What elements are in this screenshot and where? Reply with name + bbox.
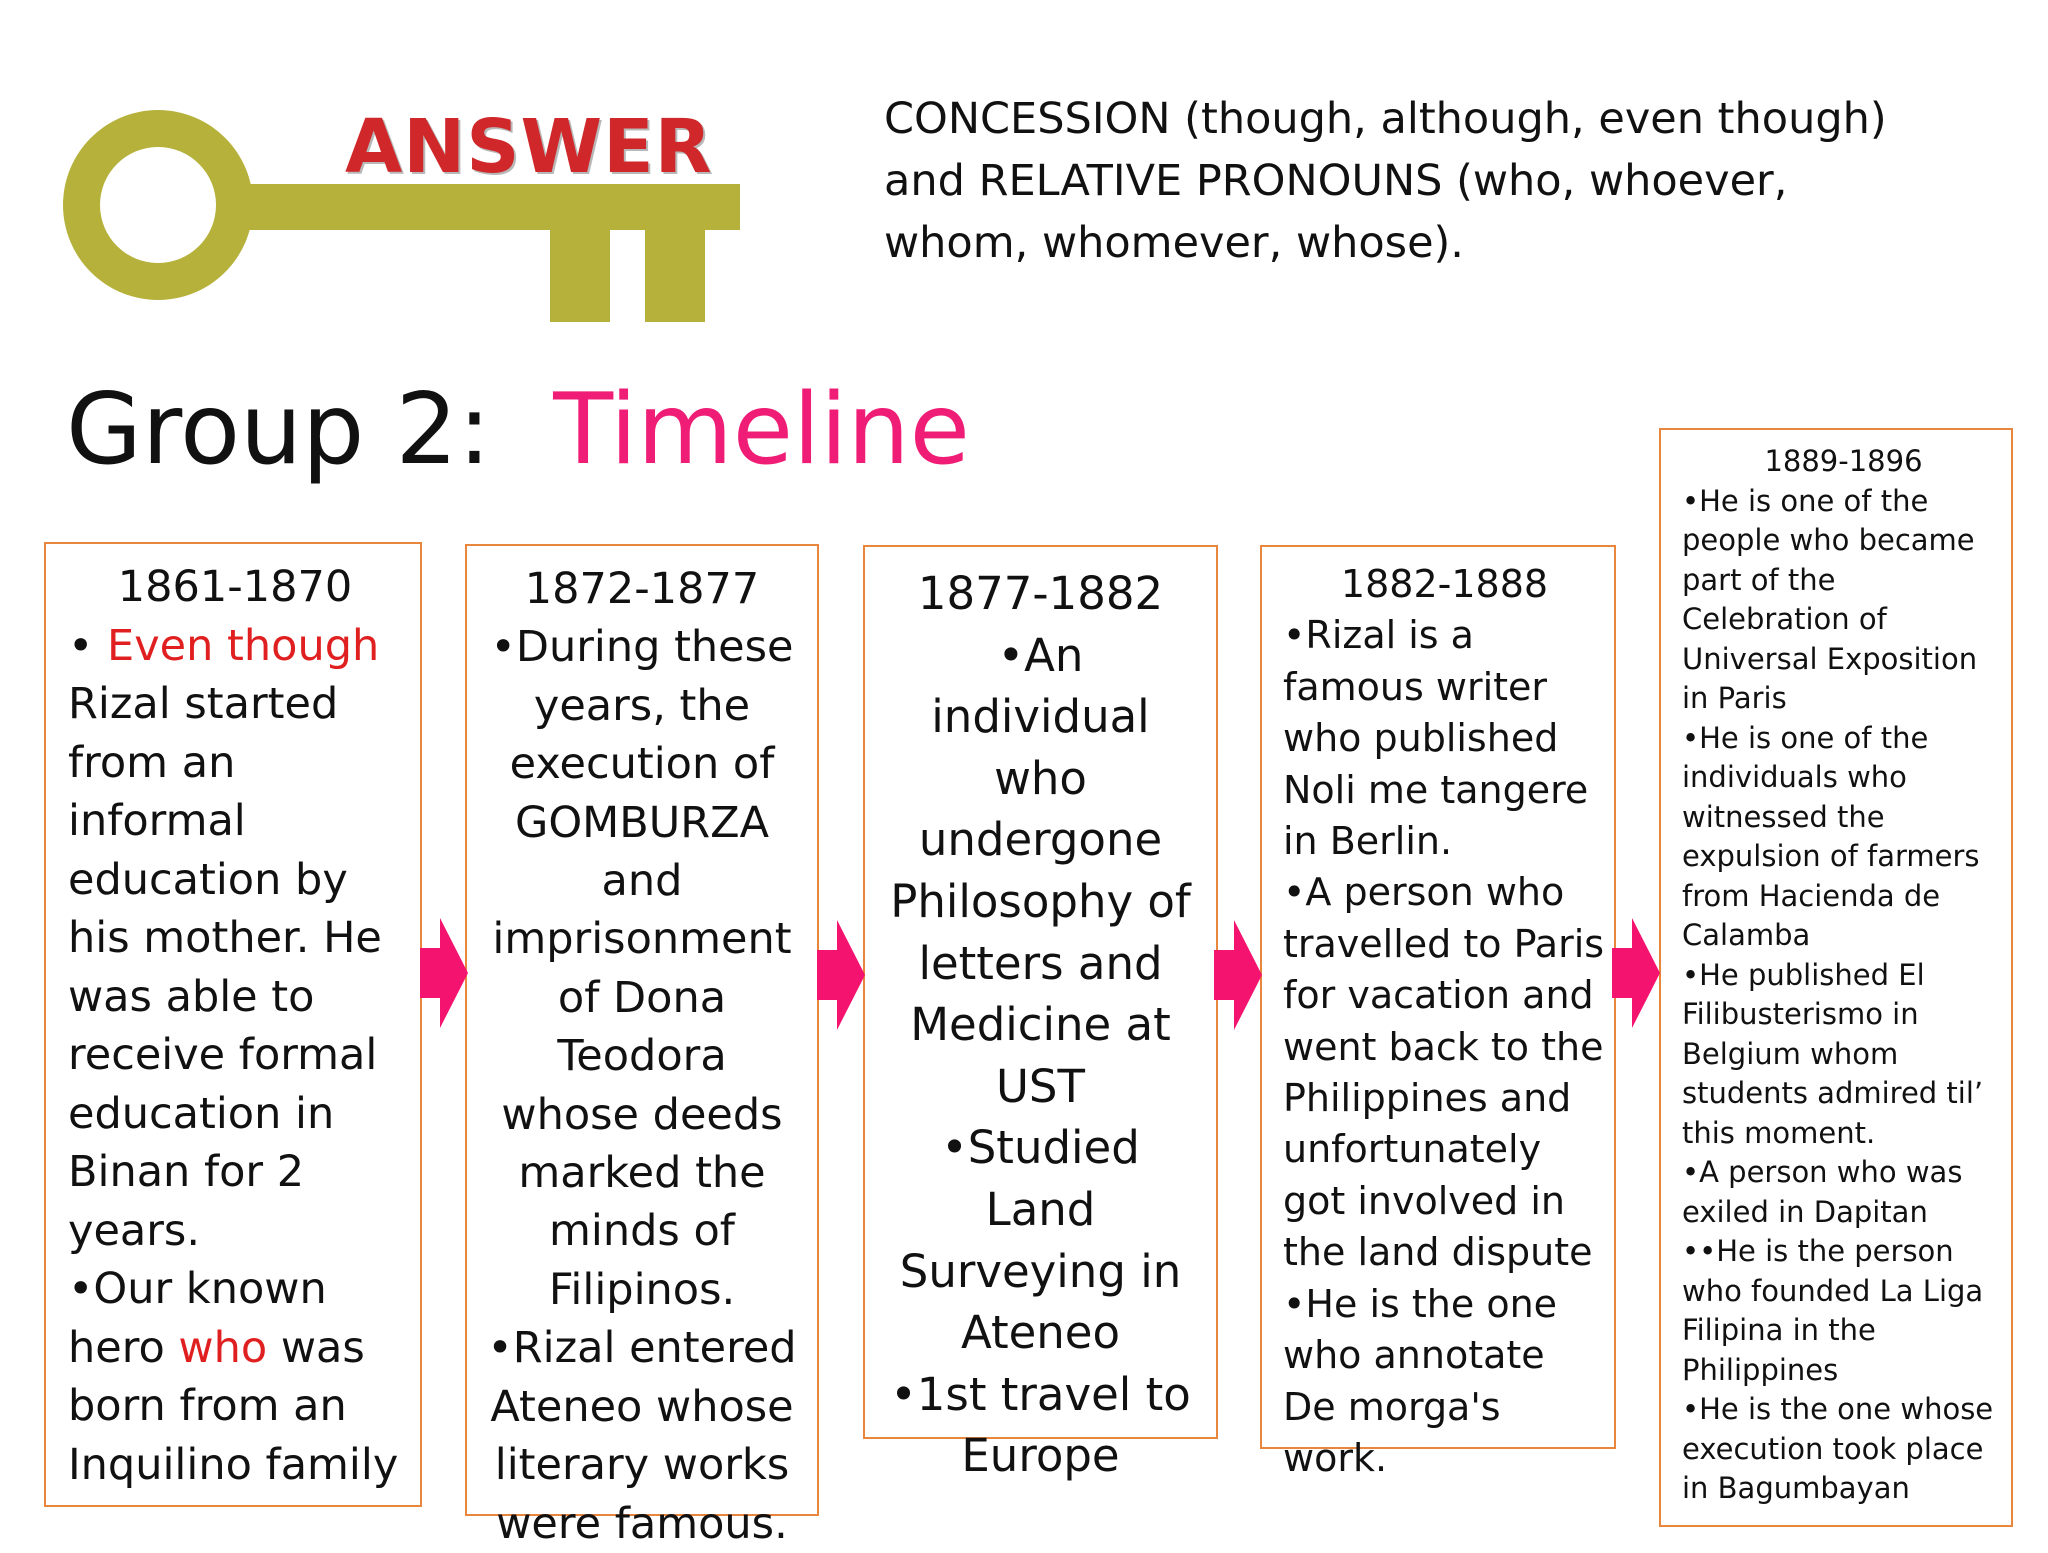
timeline-line: letters and bbox=[918, 936, 1163, 990]
timeline-box-1889-1896 bbox=[1659, 428, 2013, 1527]
topic-line: and RELATIVE PRONOUNS (who, whoever, bbox=[884, 156, 1788, 206]
timeline-line: minds of bbox=[549, 1206, 735, 1257]
timeline-line: imprisonment bbox=[492, 914, 792, 965]
timeline-line: his mother. He bbox=[68, 913, 382, 963]
timeline-line: Filipina in the bbox=[1682, 1313, 1876, 1347]
timeline-line: Calamba bbox=[1682, 918, 1811, 952]
timeline-line: who bbox=[994, 751, 1087, 805]
answer-key-logo bbox=[40, 80, 740, 330]
timeline-line: who annotate bbox=[1283, 1333, 1545, 1378]
logo-word: ANSWER bbox=[345, 104, 713, 190]
timeline-line: •Rizal is a bbox=[1283, 613, 1474, 658]
timeline-line: people who became bbox=[1682, 523, 1975, 557]
timeline-line: UST bbox=[996, 1059, 1085, 1113]
bullet: • bbox=[68, 620, 108, 671]
timeline-line bbox=[68, 617, 402, 676]
timeline-line: •An bbox=[997, 628, 1084, 682]
timeline-line: execution of bbox=[509, 739, 775, 790]
timeline-arrow-icon bbox=[817, 920, 865, 1030]
timeline-line: in Bagumbayan bbox=[1682, 1471, 1910, 1505]
timeline-line: got involved in bbox=[1283, 1178, 1565, 1223]
timeline-arrow-icon bbox=[420, 918, 468, 1028]
topic-line: whom, whomever, whose). bbox=[884, 218, 1464, 268]
timeline-line: this moment. bbox=[1682, 1115, 1876, 1150]
timeline-box-1877-1882 bbox=[863, 545, 1218, 1483]
timeline-line: years. bbox=[68, 1205, 201, 1256]
timeline-line: from Hacienda de bbox=[1682, 878, 1941, 913]
title-accent: Timeline bbox=[553, 373, 970, 487]
timeline-year: 1872-1877 bbox=[524, 564, 760, 614]
hero-pre: hero bbox=[68, 1322, 179, 1373]
title-prefix: Group 2: bbox=[66, 373, 491, 487]
timeline-line: •Studied bbox=[941, 1121, 1140, 1175]
timeline-line: •He is one of the bbox=[1682, 720, 1929, 755]
timeline-line: ••He is the person bbox=[1682, 1234, 1954, 1268]
timeline-line: famous writer bbox=[1283, 664, 1548, 709]
timeline-line: from an bbox=[68, 737, 236, 788]
relative-pronoun-highlight: who bbox=[178, 1322, 268, 1373]
timeline-line: •A person who was bbox=[1682, 1155, 1963, 1189]
timeline-line: Universal Exposition bbox=[1682, 641, 1978, 676]
timeline-line: Belgium whom bbox=[1682, 1036, 1899, 1071]
timeline-line: informal bbox=[68, 796, 246, 846]
timeline-line: Rizal started bbox=[68, 679, 339, 729]
timeline-line: Surveying in bbox=[899, 1244, 1182, 1298]
timeline-line: GOMBURZA bbox=[515, 797, 769, 848]
timeline-year: 1882-1888 bbox=[1340, 562, 1549, 606]
timeline-year: 1877-1882 bbox=[917, 567, 1164, 620]
timeline-line: •A person who bbox=[1283, 870, 1565, 915]
timeline-arrow-icon bbox=[1612, 918, 1660, 1028]
timeline-line: and bbox=[601, 856, 683, 907]
timeline-year: 1889-1896 bbox=[1764, 444, 1923, 478]
timeline-line: in Paris bbox=[1682, 681, 1787, 715]
timeline-line: was able to bbox=[68, 971, 315, 1022]
timeline-line: individuals who bbox=[1682, 760, 1907, 794]
timeline-line: unfortunately bbox=[1283, 1127, 1542, 1172]
timeline-line: De morga's bbox=[1283, 1384, 1501, 1429]
timeline-year: 1861-1870 bbox=[117, 562, 353, 612]
timeline-line: education by bbox=[68, 854, 348, 905]
timeline-line: Philippines and bbox=[1283, 1076, 1572, 1121]
timeline-line: for vacation and bbox=[1283, 973, 1594, 1018]
slide-title bbox=[66, 365, 970, 495]
timeline-line: were famous. bbox=[496, 1498, 788, 1549]
timeline-line: Binan for 2 bbox=[68, 1147, 305, 1197]
timeline-line: the land dispute bbox=[1283, 1230, 1593, 1275]
timeline-line: expulsion of farmers bbox=[1682, 839, 1980, 873]
timeline-line: •He published El bbox=[1682, 957, 1925, 992]
concession-highlight: Even though bbox=[107, 620, 380, 671]
timeline-line: Ateneo whose bbox=[490, 1381, 794, 1432]
timeline-line: who published bbox=[1283, 716, 1559, 761]
timeline-line: part of the bbox=[1682, 562, 1836, 597]
timeline-line: Inquilino family bbox=[68, 1439, 399, 1490]
timeline-line: •Rizal entered bbox=[487, 1323, 797, 1374]
timeline-line: in Berlin. bbox=[1283, 819, 1453, 864]
timeline-line: went back to the bbox=[1283, 1024, 1604, 1069]
lesson-topic bbox=[884, 88, 2004, 274]
timeline-line: •He is the one bbox=[1283, 1281, 1558, 1326]
timeline-line: students admired til’ bbox=[1682, 1076, 1984, 1110]
timeline-line: Ateneo bbox=[960, 1306, 1121, 1360]
timeline-line: Filipinos. bbox=[548, 1264, 736, 1315]
timeline-line: travelled to Paris bbox=[1283, 921, 1605, 966]
timeline-line: Celebration of bbox=[1682, 602, 1887, 636]
timeline-line: education in bbox=[68, 1088, 335, 1139]
timeline-line: exiled in Dapitan bbox=[1682, 1194, 1928, 1229]
timeline-line: Land bbox=[985, 1182, 1096, 1236]
timeline-line: Europe bbox=[961, 1429, 1120, 1483]
timeline-arrow-icon bbox=[1214, 920, 1262, 1030]
timeline-line: years, the bbox=[533, 680, 751, 731]
timeline-line bbox=[68, 1319, 402, 1378]
timeline-line: marked the bbox=[518, 1148, 766, 1199]
timeline-line: •Our known bbox=[68, 1264, 327, 1314]
timeline-line: •He is one of the bbox=[1682, 483, 1929, 518]
timeline-line: •He is the one whose bbox=[1682, 1392, 1994, 1426]
timeline-line: Philosophy of bbox=[890, 874, 1191, 928]
timeline-line: born from an bbox=[68, 1381, 347, 1431]
timeline-line: Noli me tangere bbox=[1283, 767, 1589, 812]
timeline-line: witnessed the bbox=[1682, 799, 1885, 834]
timeline-line: individual bbox=[931, 690, 1150, 744]
timeline-line: who founded La Liga bbox=[1682, 1273, 1984, 1308]
timeline-line: literary works bbox=[494, 1440, 790, 1491]
timeline-line: of Dona bbox=[557, 972, 727, 1023]
timeline-box-1882-1888 bbox=[1260, 545, 1616, 1480]
topic-line: CONCESSION (though, although, even though) bbox=[884, 94, 1887, 144]
timeline-line: •1st travel to bbox=[890, 1367, 1191, 1421]
timeline-line: work. bbox=[1283, 1435, 1388, 1480]
timeline-line: Teodora bbox=[557, 1031, 727, 1082]
timeline-line: Filibusterismo in bbox=[1682, 997, 1919, 1031]
timeline-box-1872-1877 bbox=[465, 544, 819, 1549]
hero-post: was bbox=[267, 1322, 365, 1373]
timeline-box-1861-1870 bbox=[44, 542, 422, 1507]
timeline-line: undergone bbox=[918, 813, 1163, 867]
timeline-line: Philippines bbox=[1682, 1352, 1839, 1387]
timeline-line: •During these bbox=[490, 622, 794, 673]
timeline-line: receive formal bbox=[68, 1030, 378, 1080]
timeline-line: execution took place bbox=[1682, 1431, 1984, 1466]
timeline-line: whose deeds bbox=[501, 1089, 783, 1140]
timeline-line: Medicine at bbox=[910, 998, 1171, 1052]
